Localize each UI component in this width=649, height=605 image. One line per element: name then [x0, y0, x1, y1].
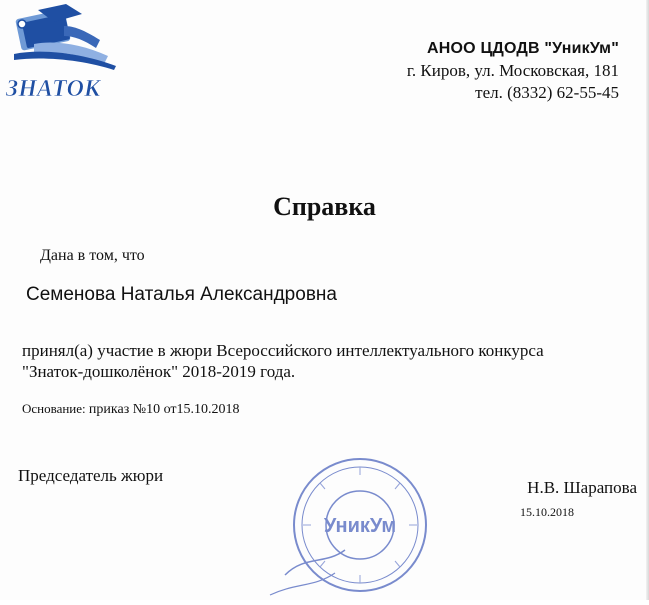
znatok-logo-icon [4, 4, 124, 102]
organization-header [407, 38, 619, 104]
signer-name: Н.В. Шарапова [527, 478, 637, 497]
body-line-1: принял(а) участие в жюри Всероссийского интеллектуального конкурса [22, 341, 544, 360]
person-name: Семенова Наталья Александровна [26, 284, 337, 305]
organization-name: АНОО ЦДОДВ "УникУм" [427, 40, 619, 57]
logo-text: ЗНАТОК [6, 76, 101, 102]
organization-address: г. Киров, ул. Московская, 181 [406, 61, 619, 80]
document-title: Справка [273, 192, 376, 221]
basis-value: приказ №10 от15.10.2018 [88, 402, 240, 417]
stamp-center-text: УникУм [323, 515, 397, 537]
body-text [22, 340, 622, 382]
signature-date: 15.10.2018 [520, 505, 574, 519]
round-stamp-icon [265, 455, 435, 605]
basis-label: Основание: [22, 401, 86, 416]
signature-role: Председатель жюри [18, 466, 164, 485]
organization-phone: тел. (8332) 62-55-45 [475, 83, 619, 102]
intro-text: Дана в том, что [40, 247, 145, 264]
basis [22, 401, 240, 418]
body-line-2: "Знаток-дошколёнок" 2018-2019 года. [22, 362, 296, 381]
